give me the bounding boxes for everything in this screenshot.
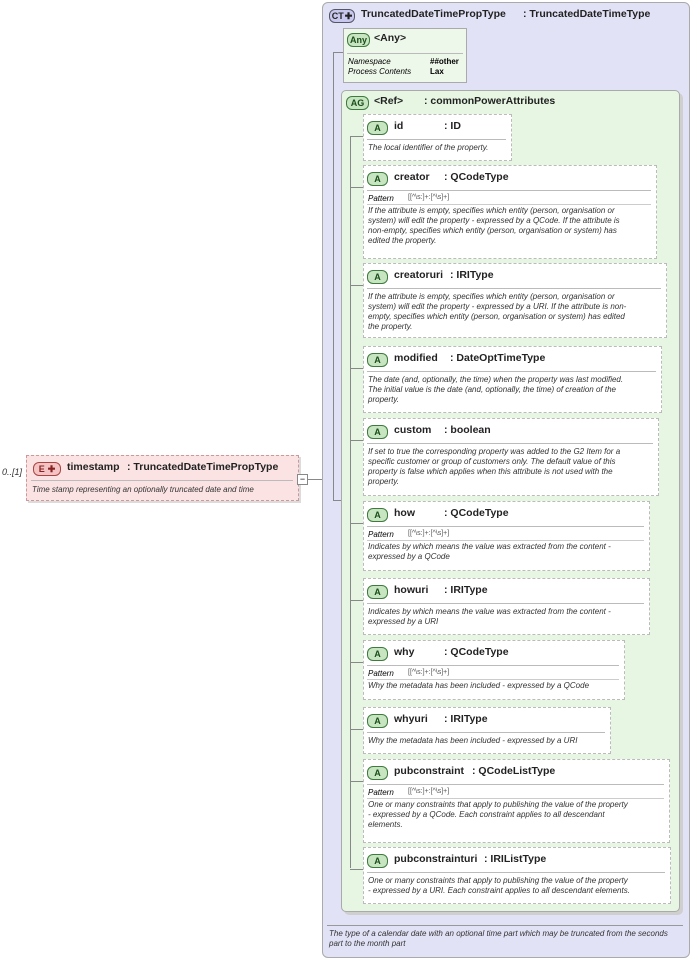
pattern-value: [[^\s:]+:[^\s]+] — [408, 669, 450, 676]
attribute-separator — [367, 139, 506, 140]
attribute-badge: A — [367, 714, 388, 728]
attribute-box-howuri[interactable] — [363, 578, 650, 635]
attribute-type: : QCodeType — [444, 646, 509, 658]
attribute-box-why[interactable] — [363, 640, 625, 700]
pattern-label: Pattern — [368, 669, 394, 678]
pattern-separator — [367, 540, 644, 541]
attribute-connector — [350, 662, 363, 663]
attribute-doc-line: empty, specifies which entity (person, organisation or system) has edited — [368, 312, 625, 321]
pattern-value: [[^\s:]+:[^\s]+] — [408, 530, 450, 537]
attribute-doc-line: One or many constraints that apply to publishing the value of the property — [368, 876, 628, 885]
attribute-box-creatoruri[interactable] — [363, 263, 667, 338]
ct-connector-any — [333, 52, 343, 53]
attribute-connector — [350, 523, 363, 524]
attribute-doc-line: - expressed by a QCode. Each constraint applies to all descendant — [368, 810, 605, 819]
attribute-doc-line: property. — [368, 477, 399, 486]
attribute-separator — [367, 526, 644, 527]
element-separator — [31, 480, 293, 481]
attribute-type: : ID — [444, 120, 461, 132]
attribute-separator — [367, 443, 653, 444]
attribute-separator — [367, 190, 651, 191]
attribute-doc-line: expressed by a URI — [368, 617, 439, 626]
element-type: : TruncatedDateTimePropType — [127, 461, 279, 473]
attribute-type: : IRIType — [444, 713, 488, 725]
attribute-name: id — [394, 120, 404, 132]
attribute-type: : boolean — [444, 424, 491, 436]
any-process-value: Lax — [430, 67, 444, 76]
attribute-type: : QCodeListType — [472, 765, 556, 777]
attribute-separator — [367, 732, 605, 733]
attribute-doc-line: If the attribute is empty, specifies which entity (person, organisation or — [368, 206, 615, 215]
attribute-box-pubconstraint[interactable] — [363, 759, 670, 843]
attribute-connector — [350, 781, 363, 782]
attribute-badge: A — [367, 121, 388, 135]
attribute-doc-line: Why the metadata has been included - expressed by a URI — [368, 736, 578, 745]
attribute-badge: A — [367, 425, 388, 439]
attribute-separator — [367, 665, 619, 666]
attribute-type: : IRIType — [444, 584, 488, 596]
attribute-name: how — [394, 507, 415, 519]
attribute-group-name: : commonPowerAttributes — [424, 95, 556, 107]
attribute-separator — [367, 784, 664, 785]
attribute-separator — [367, 288, 661, 289]
attribute-doc-line: the property. — [368, 322, 413, 331]
element-doc: Time stamp representing an optionally truncated date and time — [32, 485, 254, 494]
attribute-box-pubconstrainturi[interactable] — [363, 847, 671, 904]
attribute-badge: A — [367, 353, 388, 367]
pattern-separator — [367, 204, 651, 205]
attribute-box-modified[interactable] — [363, 346, 662, 413]
element-name: timestamp — [67, 461, 120, 473]
attribute-name: pubconstraint — [394, 765, 464, 777]
expand-plus-icon: ✚ — [47, 464, 56, 474]
attribute-name: modified — [394, 352, 438, 364]
attribute-doc-line: Why the metadata has been included - expressed by a QCode — [368, 681, 590, 690]
attribute-doc-line: edited the property. — [368, 236, 437, 245]
collapse-toggle[interactable]: − — [297, 474, 308, 485]
attribute-name: creator — [394, 171, 430, 183]
any-box[interactable] — [343, 28, 467, 83]
attribute-doc-line: - expressed by a URI. Each constraint applies to all descendant elements. — [368, 886, 630, 895]
attribute-doc-line: property. — [368, 395, 399, 404]
complex-type-bottom-separator — [327, 925, 683, 926]
attribute-doc-line: If set to true the corresponding property was added to the G2 Item for a — [368, 447, 621, 456]
attribute-connector — [350, 285, 363, 286]
attribute-connector — [350, 869, 363, 870]
any-process-label: Process Contents — [348, 67, 412, 76]
attribute-type: : QCodeType — [444, 507, 509, 519]
attribute-name: why — [394, 646, 415, 658]
attribute-connector — [350, 136, 363, 137]
attribute-badge: A — [367, 766, 388, 780]
complex-type-badge: CT✚ — [329, 9, 355, 23]
pattern-value: [[^\s:]+:[^\s]+] — [408, 788, 450, 795]
any-namespace-value: ##other — [430, 57, 459, 66]
attribute-connector — [350, 440, 363, 441]
attribute-group-ref: <Ref> — [374, 95, 404, 107]
attribute-doc-line: The date (and, optionally, the time) when the property was last modified. — [368, 375, 624, 384]
attribute-doc-line: If the attribute is empty, specifies which entity (person, organisation or — [368, 292, 615, 301]
attribute-doc-line: non-empty, specifies which entity (person, organisation or system) has — [368, 226, 617, 235]
expand-plus-icon: ✚ — [344, 11, 353, 21]
any-badge: Any — [347, 33, 370, 47]
connector-line — [307, 479, 323, 480]
any-name: <Any> — [374, 32, 407, 44]
ag-connector-vertical — [350, 136, 351, 868]
attribute-doc-line: Indicates by which means the value was extracted from the content - — [368, 607, 611, 616]
attribute-box-id[interactable] — [363, 114, 512, 161]
attribute-connector — [350, 368, 363, 369]
attribute-type: : IRIListType — [484, 853, 547, 865]
attribute-doc-line: expressed by a QCode — [368, 552, 450, 561]
attribute-box-creator[interactable] — [363, 165, 657, 259]
attribute-group-badge: AG — [346, 96, 369, 110]
pattern-label: Pattern — [368, 194, 394, 203]
attribute-doc-line: property is false which applies when this attribute is not used with the — [368, 467, 613, 476]
complex-type-base: : TruncatedDateTimeType — [523, 8, 651, 20]
attribute-doc-line: system) will edit the property - expressed by a QCode. If the attribute is — [368, 216, 620, 225]
attribute-badge: A — [367, 647, 388, 661]
complex-type-doc: The type of a calendar date with an optional time part which may be truncated from the seconds part to the month part — [329, 929, 668, 948]
attribute-name: howuri — [394, 584, 429, 596]
occurrence-label: 0..[1] — [2, 467, 23, 477]
attribute-name: creatoruri — [394, 269, 444, 281]
attribute-doc-line: specific customer or group of customers only. The default value of this — [368, 457, 616, 466]
attribute-separator — [367, 872, 665, 873]
attribute-connector — [350, 600, 363, 601]
pattern-value: [[^\s:]+:[^\s]+] — [408, 194, 450, 201]
any-namespace-label: Namespace — [348, 57, 391, 66]
element-badge: E ✚ — [33, 462, 61, 476]
attribute-doc-line: One or many constraints that apply to publishing the value of the property — [368, 800, 628, 809]
attribute-separator — [367, 603, 644, 604]
attribute-separator — [367, 371, 656, 372]
attribute-name: custom — [394, 424, 432, 436]
complex-type-name: TruncatedDateTimePropType — [361, 8, 506, 20]
pattern-separator — [367, 679, 619, 680]
element-box[interactable] — [26, 455, 299, 501]
attribute-name: whyuri — [394, 713, 428, 725]
attribute-doc-line: elements. — [368, 820, 403, 829]
attribute-doc-line: The local identifier of the property. — [368, 143, 489, 152]
attribute-badge: A — [367, 854, 388, 868]
attribute-type: : DateOptTimeType — [450, 352, 546, 364]
attribute-doc-line: system) will edit the property - expressed by a URI. If the attribute is non- — [368, 302, 627, 311]
attribute-type: : IRIType — [450, 269, 494, 281]
attribute-box-whyuri[interactable] — [363, 707, 611, 754]
attribute-badge: A — [367, 172, 388, 186]
attribute-doc-line: Indicates by which means the value was extracted from the content - — [368, 542, 611, 551]
ct-connector-vertical — [333, 52, 334, 501]
any-separator — [347, 53, 463, 54]
attribute-doc-line: The initial value is the date (and, optionally, the time) of creation of the — [368, 385, 616, 394]
attribute-box-custom[interactable] — [363, 418, 659, 496]
attribute-badge: A — [367, 508, 388, 522]
attribute-name: pubconstrainturi — [394, 853, 478, 865]
pattern-separator — [367, 798, 664, 799]
pattern-label: Pattern — [368, 530, 394, 539]
attribute-badge: A — [367, 270, 388, 284]
pattern-label: Pattern — [368, 788, 394, 797]
attribute-type: : QCodeType — [444, 171, 509, 183]
attribute-badge: A — [367, 585, 388, 599]
attribute-connector — [350, 729, 363, 730]
attribute-connector — [350, 187, 363, 188]
attribute-box-how[interactable] — [363, 501, 650, 571]
